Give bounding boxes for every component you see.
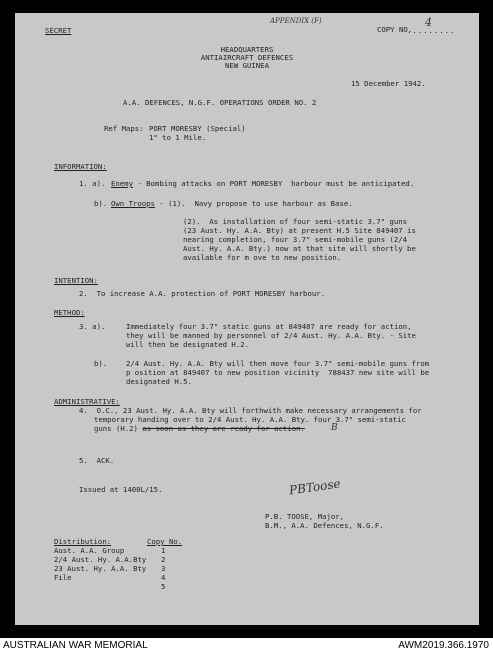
item-1b2-line3: nearing completion, four 3.7" semi-mobile guns (2/4 (183, 235, 408, 244)
ref-maps-line1: PORT MORESBY (Special) (149, 124, 246, 133)
archive-footer (0, 638, 493, 653)
item-4-line3 (94, 425, 305, 433)
item-1b2-line2: (23 Aust. Hy. A.A. Bty) at present H.5 Site 849407 is (183, 226, 416, 235)
item-1a-label: Enemy (111, 179, 133, 188)
copy-no-heading: Copy No. (147, 537, 183, 546)
item-1a-num: 1. a). (79, 179, 106, 188)
item-3b-num: b). (94, 359, 108, 368)
distribution-row-to: 23 Aust. Hy. A.A. Bty (54, 564, 147, 573)
copy-no-label: COPY NO. (377, 25, 413, 34)
item-1a (111, 180, 414, 188)
item-3a-line1: Immediately four 3.7" static guns at 849407 are ready for action, (126, 322, 412, 331)
item-3a-num: 3. a). (79, 322, 106, 331)
item-1b-text: - (1). Navy propose to use harbour as Base. (154, 199, 353, 208)
copy-no-dots: ......... (407, 26, 456, 35)
hq-line1: HEADQUARTERS (220, 45, 274, 54)
distribution-row-copy: 4 (161, 573, 166, 582)
item-4-line1: 4. O.C., 23 Aust. Hy. A.A. Bty will forthwith make necessary arrangements for (79, 406, 422, 415)
item-4-line3a: guns (H.2) (94, 424, 143, 433)
issued-time: Issued at 1400L/15. (79, 485, 163, 494)
distribution-row-copy: 3 (161, 564, 166, 573)
signatory-title: B.M., A.A. Defences, N.G.F. (265, 521, 384, 530)
handwritten-initials: B (331, 423, 338, 433)
item-3b-line3: designated H.5. (126, 377, 192, 386)
item-3a-line2: they will be manned by personnel of 2/4 Aust. Hy. A.A. Bty. - Site (126, 331, 416, 340)
administrative-heading: ADMINISTRATIVE: (54, 397, 120, 406)
item-1b-label: Own Troops (111, 199, 155, 208)
ref-maps-line2: 1" to 1 Mile. (149, 133, 207, 142)
distribution-row-to: Aust. A.A. Group (54, 546, 125, 555)
distribution-row-to: 2/4 Aust. Hy. A.A.Bty (54, 555, 147, 564)
item-2: 2. To increase A.A. protection of PORT MORESBY harbour. (79, 289, 326, 298)
distribution-row-to: File (54, 573, 72, 582)
document-page (15, 13, 479, 625)
item-3b-line1: 2/4 Aust. Hy. A.A. Bty will then move four 3.7" semi-mobile guns from (126, 359, 430, 368)
hq-line2: ANTIAIRCRAFT DEFENCES (200, 53, 294, 62)
item-5: 5. ACK. (79, 456, 115, 465)
ref-maps-label: Ref Maps: (104, 124, 144, 133)
item-1b2-line4: Aust. Hy. A.A. Bty.) now at that site will shortly be (183, 244, 416, 253)
item-4-struck-text: as soon as they are ready for action. (142, 424, 305, 433)
order-title: A.A. DEFENCES, N.G.F. OPERATIONS ORDER NO. 2 (123, 98, 317, 107)
distribution-heading: Distribution: (54, 537, 112, 546)
signatory-name: P.B. TOOSE, Major, (265, 512, 345, 521)
item-1b (111, 200, 353, 208)
item-3a-line3: will then be designated H.2. (126, 340, 250, 349)
item-4-line2: temporary handing over to 2/4 Aust. Hy. A.A. Bty. four 3.7" semi-static (94, 415, 406, 424)
item-1a-text: - Bombing attacks on PORT MORESBY harbour must be anticipated. (132, 179, 415, 188)
item-1b-num: b). (94, 199, 108, 208)
item-1b2-line5: available for m ove to new position. (183, 253, 342, 262)
item-3b-line2: p osition at 849407 to new position vicinity 788437 new site will be (126, 368, 430, 377)
secret-marking: SECRET (45, 26, 72, 35)
distribution-row-copy: 2 (161, 555, 166, 564)
distribution-row-copy: 5 (161, 582, 166, 591)
copy-no-value: 4 (425, 16, 432, 29)
handwritten-signature: PBToose (288, 476, 342, 498)
item-1b2-line1: (2). As installation of four semi-static 3.7" guns (183, 217, 408, 226)
hq-line3: NEW GUINEA (225, 61, 269, 70)
method-heading: METHOD: (54, 308, 85, 317)
order-date: 15 December 1942. (351, 79, 426, 88)
information-heading: INFORMATION: (54, 162, 107, 171)
intention-heading: INTENTION: (54, 276, 98, 285)
distribution-row-copy: 1 (161, 546, 166, 555)
footer-accession-number: AWM2019.366.1970 (398, 640, 489, 651)
appendix-note: APPENDIX (F) (270, 17, 322, 25)
footer-institution: AUSTRALIAN WAR MEMORIAL (3, 640, 148, 651)
